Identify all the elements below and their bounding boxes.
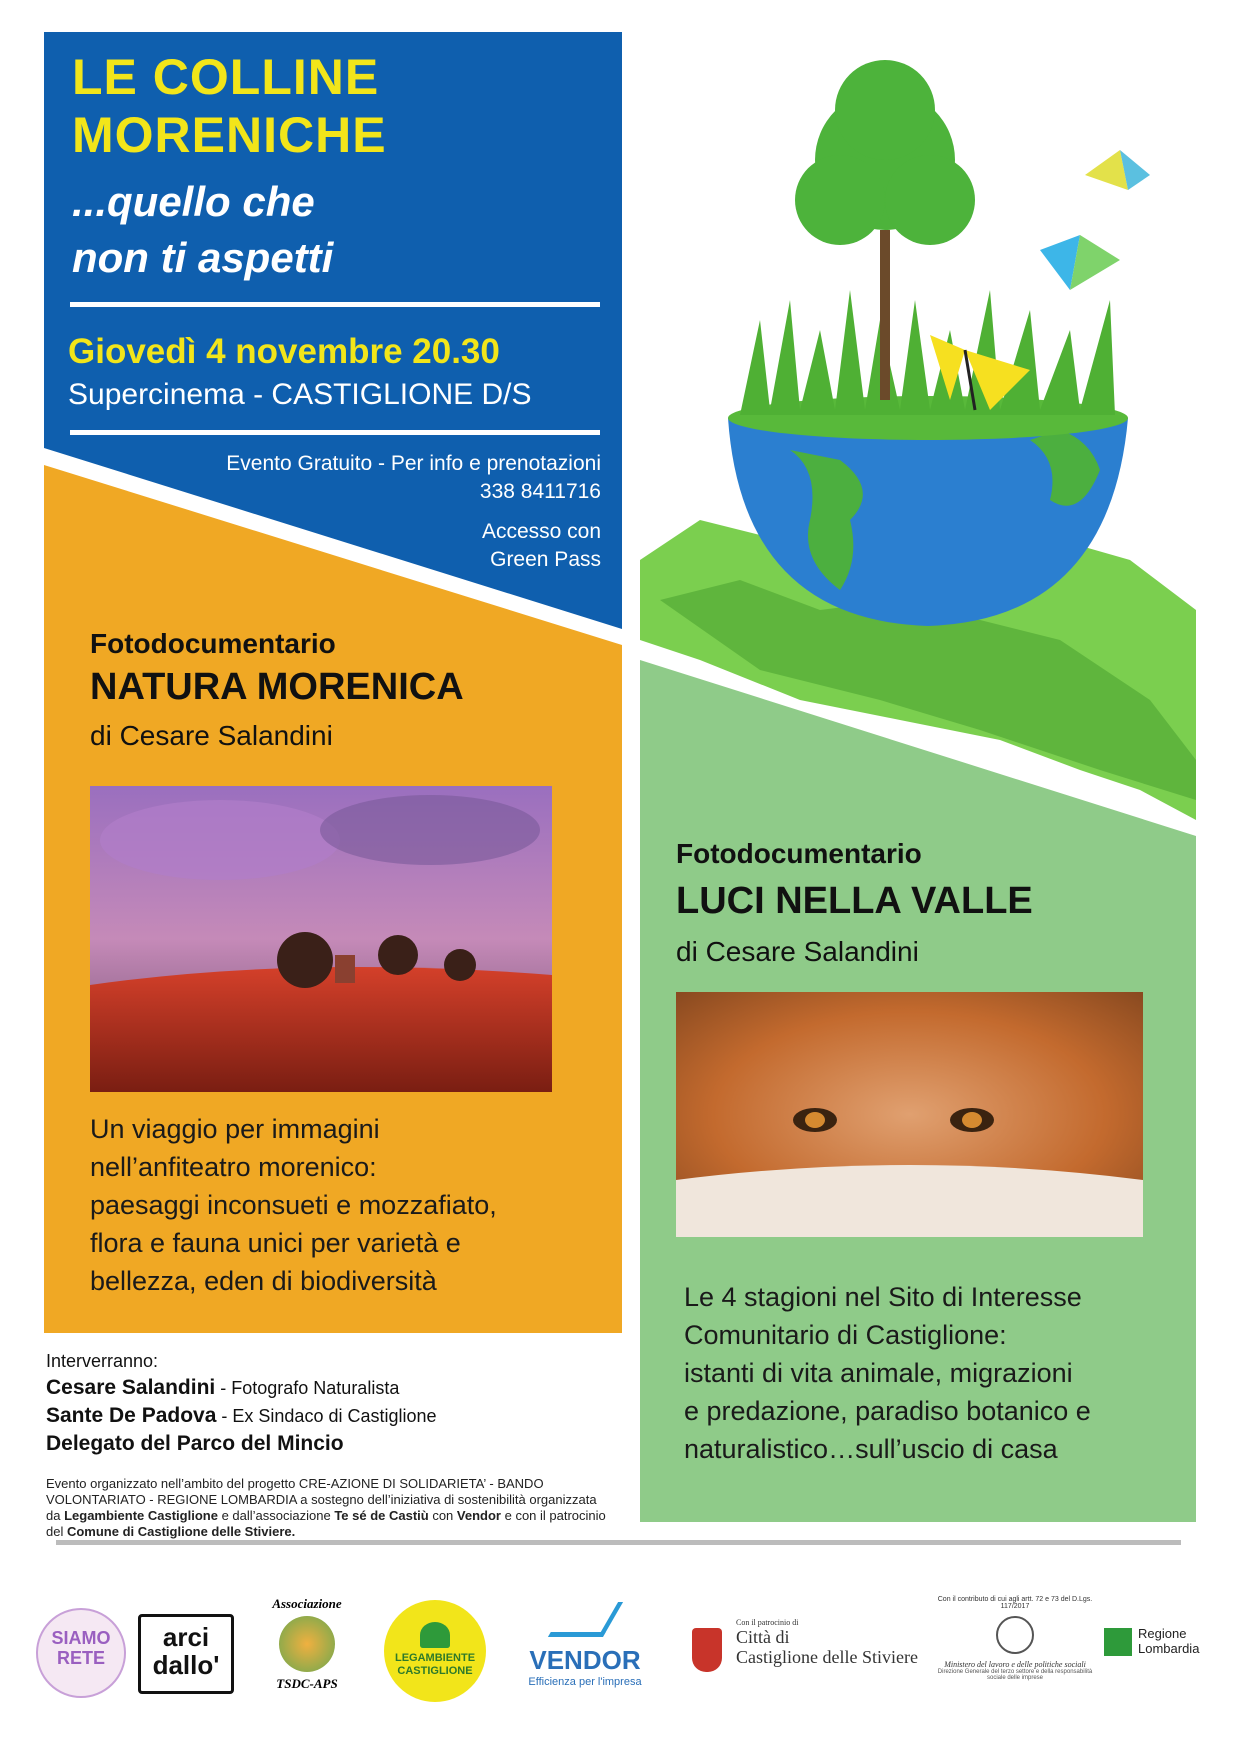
info-block: [226, 450, 601, 506]
speaker-1-role: - Fotografo Naturalista: [215, 1378, 400, 1398]
photo-luci-nella-valle: [676, 992, 1143, 1237]
doc2-desc-line: e predazione, paradiso botanico e: [684, 1396, 1091, 1426]
note-part: e dall’associazione: [217, 1508, 335, 1523]
butterfly-2: [1040, 235, 1120, 290]
legambiente-line-1: LEGAMBIENTE: [394, 1652, 476, 1664]
doc1-description: [90, 1110, 610, 1300]
leaf-icon: [420, 1622, 450, 1648]
vendor-logo: [510, 1602, 660, 1702]
doc2-desc-line: Comunitario di Castiglione:: [684, 1320, 1007, 1350]
doc2-description: [684, 1278, 1184, 1468]
title-line-1: LE COLLINE: [72, 49, 380, 105]
regione-line-1: Regione: [1138, 1626, 1187, 1641]
tree-icon: [279, 1616, 335, 1672]
doc2-author: di Cesare Salandini: [676, 936, 919, 967]
speakers-list: [46, 1374, 616, 1458]
tree-trunk: [880, 230, 890, 400]
doc1-kind: Fotodocumentario: [90, 628, 336, 659]
coat-of-arms-icon: [692, 1628, 722, 1672]
legambiente-logo: [384, 1600, 486, 1702]
speaker-1-name: Cesare Salandini: [46, 1376, 216, 1399]
tree-crown: [795, 60, 975, 245]
event-date: Giovedì 4 novembre 20.30: [68, 332, 500, 371]
vendor-tagline: Efficienza per l'impresa: [528, 1676, 642, 1688]
ministero-sub: Direzione Generale del terzo settore e della responsabilità sociale delle imprese: [937, 1669, 1093, 1681]
subtitle-line-1: ...quello che: [72, 178, 315, 225]
legambiente-line-2: CASTIGLIONE: [397, 1665, 473, 1677]
assoc-top: Associazione: [272, 1596, 342, 1611]
regione-line-2: Lombardia: [1138, 1641, 1200, 1656]
note-bold: Comune di Castiglione delle Stiviere.: [66, 1524, 296, 1539]
ministero-name: Ministero del lavoro e delle politiche sociali: [944, 1660, 1086, 1669]
title-line-2: MORENICHE: [72, 107, 387, 163]
vendor-mark-icon: [547, 1602, 622, 1637]
arci-line-2: dallo': [152, 1650, 220, 1680]
arci-line-1: arci: [162, 1622, 210, 1652]
photo-natura-morenica: [90, 786, 552, 1092]
info-text: Evento Gratuito - Per info e prenotazioni: [226, 452, 601, 475]
doc1-desc-line: Un viaggio per immagini: [90, 1114, 380, 1144]
note-part: e con il patrocinio del: [46, 1508, 606, 1539]
ministero-top: Con il contributo di cui agli artt. 72 e 73 del D.Lgs. 117/2017: [937, 1596, 1093, 1610]
info-phone: 338 8411716: [479, 480, 601, 503]
doc2-desc-line: naturalistico…sull’uscio di casa: [684, 1434, 1058, 1464]
citta-castiglione-logo: [692, 1618, 922, 1688]
note-part: Evento organizzato nell’ambito del progetto CRE-AZIONE DI SOLIDARIETA’ - BANDO VOLONTARIATO - REGIONE LOMBARDIA a sostegno dell’iniziativa di sostenibilità organizzata da: [46, 1476, 597, 1523]
doc2-desc-line: istanti di vita animale, migrazioni: [684, 1358, 1073, 1388]
main-title: [72, 48, 387, 164]
grass-tuft: [740, 290, 1115, 415]
speaker-3: [46, 1430, 616, 1458]
organization-note: [46, 1476, 606, 1540]
assoc-bottom: TSDC-APS: [276, 1676, 338, 1691]
doc1-author: di Cesare Salandini: [90, 720, 333, 751]
doc1-desc-line: paesaggi inconsueti e mozzafiato,: [90, 1190, 497, 1220]
speakers-intro: Interverranno:: [46, 1351, 159, 1371]
emblem-icon: [996, 1616, 1034, 1654]
doc1-desc-line: bellezza, eden di biodiversità: [90, 1266, 437, 1296]
note-bold: Te sé de Castiù: [334, 1508, 429, 1523]
doc1-desc-line: nell’anfiteatro morenico:: [90, 1152, 377, 1182]
note-bold: Vendor: [456, 1508, 501, 1523]
speaker-2: [46, 1402, 616, 1430]
siamo-in-rete-logo: [36, 1608, 126, 1698]
regione-lombardia-logo: [1104, 1624, 1214, 1664]
doc1-desc-line: flora e fauna unici per varietà e: [90, 1228, 461, 1258]
access-block: [482, 518, 601, 574]
note-bold: Legambiente Castiglione: [64, 1508, 218, 1523]
citta-small: Con il patrocinio di: [736, 1618, 799, 1627]
access-line-1: Accesso con: [481, 520, 601, 543]
subtitle-line-2: non ti aspetti: [72, 234, 334, 281]
rosa-camuna-icon: [1104, 1628, 1132, 1656]
associazione-logo: [252, 1596, 362, 1700]
doc2-desc-line: Le 4 stagioni nel Sito di Interesse: [684, 1282, 1082, 1312]
speaker-2-role: - Ex Sindaco di Castiglione: [216, 1406, 437, 1426]
note-part: con: [428, 1508, 457, 1523]
speaker-3-name: Delegato del Parco del Mincio: [46, 1432, 344, 1455]
subtitle: [72, 174, 333, 286]
event-venue: Supercinema - CASTIGLIONE D/S: [68, 378, 532, 411]
ministero-logo: [930, 1596, 1100, 1700]
vendor-name: VENDOR: [529, 1645, 641, 1675]
siamo-line-2: RETE: [56, 1648, 105, 1668]
citta-line-1: Città di: [736, 1627, 790, 1647]
doc1-title: NATURA MORENICA: [90, 666, 464, 708]
header-rule-bottom: [70, 430, 600, 435]
bottom-divider: [56, 1540, 1181, 1545]
arci-dallo-logo: [138, 1614, 234, 1694]
doc2-kind: Fotodocumentario: [676, 838, 922, 869]
citta-line-2: Castiglione delle Stiviere: [736, 1647, 918, 1667]
doc2-title: LUCI NELLA VALLE: [676, 880, 1033, 922]
butterfly-1: [1085, 150, 1150, 190]
speaker-2-name: Sante De Padova: [46, 1404, 217, 1427]
access-line-2: Green Pass: [490, 548, 601, 571]
speaker-1: [46, 1374, 616, 1402]
header-rule-top: [70, 302, 600, 307]
siamo-line-1: SIAMO: [51, 1628, 111, 1648]
